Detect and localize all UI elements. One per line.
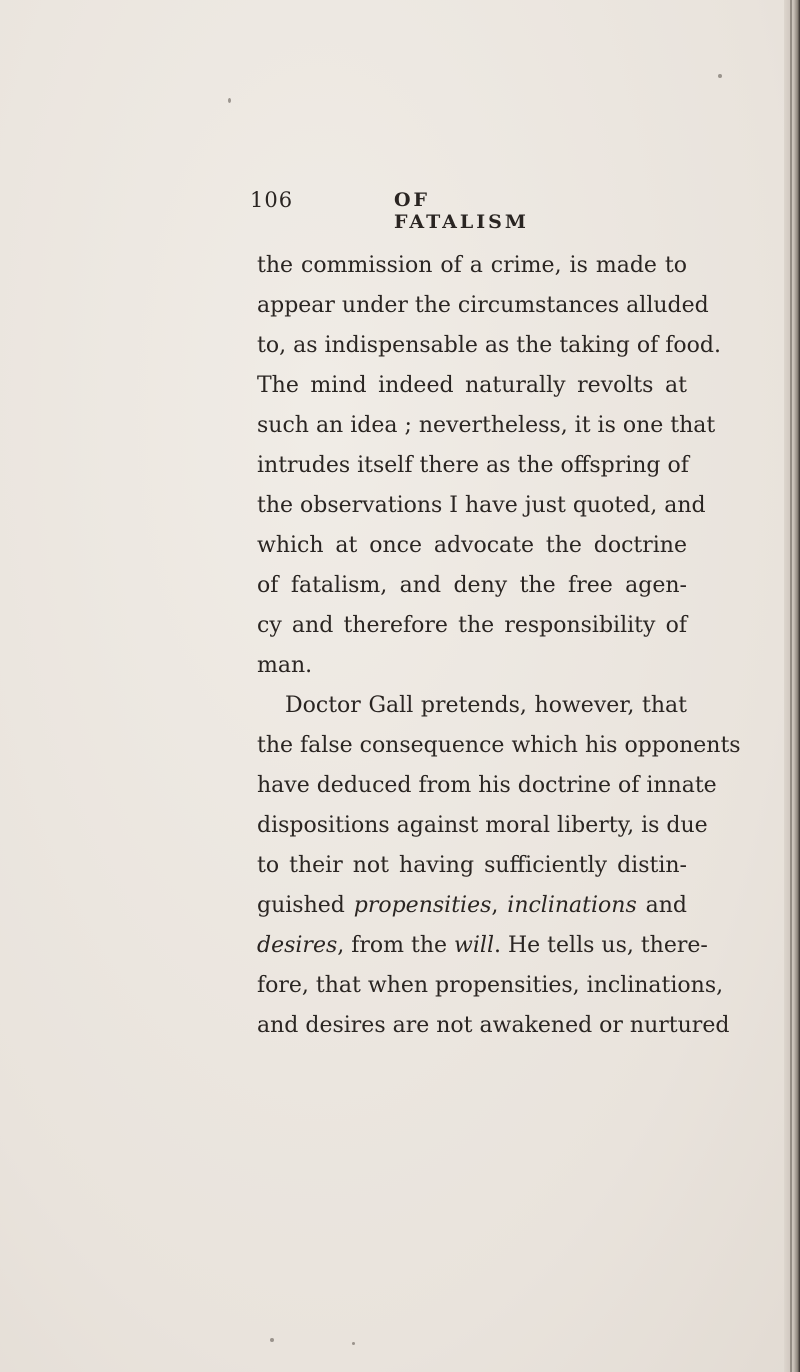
- text-line: The mind indeed naturally revolts at: [257, 373, 687, 398]
- page-header: [250, 188, 550, 233]
- page-number: 106: [250, 188, 294, 212]
- text-line: man.: [257, 653, 313, 678]
- text-fragment: and: [645, 893, 688, 918]
- paper-speck: [228, 98, 231, 103]
- body-text: [257, 246, 741, 1046]
- running-head: OF FATALISM: [394, 189, 529, 233]
- text-line: intrudes itself there as the offspring of: [257, 453, 689, 478]
- italic-term: desires: [257, 933, 338, 958]
- text-line: which at once advocate the doctrine: [257, 533, 687, 558]
- paper-speck: [718, 74, 722, 78]
- italic-term: will: [454, 933, 494, 958]
- text-line: cy and therefore the responsibility of: [257, 613, 687, 638]
- text-line: to, as indispensable as the taking of food.: [257, 333, 721, 358]
- text-line: [257, 886, 687, 926]
- paper-speck: [270, 1338, 274, 1342]
- text-line: the commission of a crime, is made to: [257, 253, 687, 278]
- page-edge: [784, 0, 800, 1372]
- italic-term: inclinations: [507, 893, 637, 918]
- text-line: of fatalism, and deny the free agen-: [257, 573, 687, 598]
- text-line: fore, that when propensities, inclinations,: [257, 973, 724, 998]
- text-line: the false consequence which his opponents: [257, 733, 741, 758]
- text-line: [257, 926, 708, 966]
- text-fragment: ,: [491, 893, 499, 918]
- text-fragment: . He tells us, there-: [494, 933, 708, 958]
- text-line: such an idea ; nevertheless, it is one that: [257, 413, 716, 438]
- text-line: and desires are not awakened or nurtured: [257, 1013, 730, 1038]
- text-line: appear under the circumstances alluded: [257, 293, 709, 318]
- text-fragment: guished: [257, 893, 345, 918]
- paper-speck: [352, 1342, 355, 1345]
- text-line: to their not having sufficiently distin-: [257, 853, 687, 878]
- text-line: have deduced from his doctrine of innate: [257, 773, 717, 798]
- italic-term: propensities: [353, 893, 492, 918]
- text-fragment: , from the: [337, 933, 448, 958]
- text-line: Doctor Gall pretends, however, that: [285, 693, 687, 718]
- text-line: the observations I have just quoted, and: [257, 493, 706, 518]
- text-line: dispositions against moral liberty, is due: [257, 813, 708, 838]
